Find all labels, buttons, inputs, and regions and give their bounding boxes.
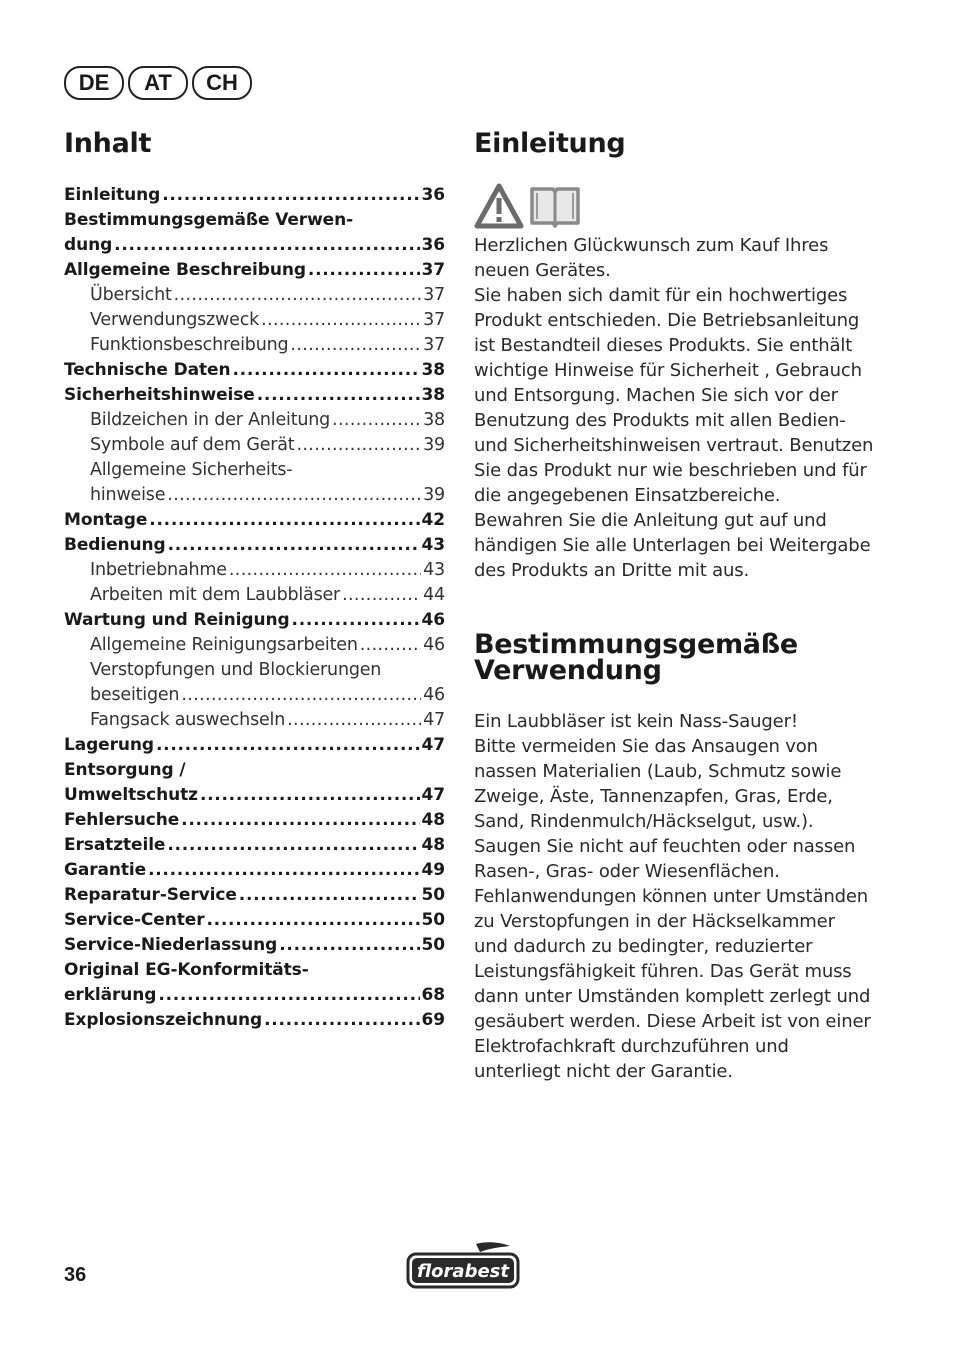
toc-leader-dots	[206, 908, 419, 933]
toc-entry-page: 50	[421, 910, 445, 930]
toc-leader-dots	[181, 683, 421, 708]
brand-logo	[406, 1240, 520, 1294]
toc-leader-dots	[342, 583, 421, 608]
manual-book-icon	[528, 183, 582, 233]
toc-entry-page: 36	[421, 185, 445, 205]
toc-entry	[64, 258, 445, 283]
toc-leader-dots	[114, 233, 419, 258]
toc-entry-text: Technische Daten	[64, 360, 231, 380]
toc-entry	[64, 233, 445, 258]
toc-leader-dots	[158, 983, 419, 1008]
toc-entry-text: hinweise	[90, 485, 166, 505]
warning-triangle-icon	[474, 183, 524, 233]
toc-leader-dots	[167, 833, 419, 858]
toc-entry-text: Explosionszeichnung	[64, 1010, 263, 1030]
toc-entry	[64, 933, 445, 958]
toc-entry-text: Garantie	[64, 860, 147, 880]
toc-entry-text: Allgemeine Beschreibung	[64, 260, 306, 280]
toc-entry	[64, 633, 445, 658]
toc-leader-dots	[290, 333, 421, 358]
language-badge-ch: CH	[192, 66, 252, 100]
toc-leader-dots	[257, 383, 420, 408]
toc-entry	[64, 708, 445, 733]
toc-entry-page: 37	[423, 285, 445, 305]
language-badge-de: DE	[64, 66, 124, 100]
toc-entry-text: Entsorgung /	[64, 760, 186, 780]
brand-logo-text: florabest	[417, 1261, 509, 1282]
toc-entry	[64, 983, 445, 1008]
toc-leader-dots	[287, 708, 421, 733]
usage-paragraph: Bitte vermeiden Sie das Ansaugen von nassen Materialien (Laub, Schmutz sowie Zweige, Äste, Tannenzapfen, Gras, Erde, Sand, Rindenmulch/Häckselgut, usw.). Saugen Sie nicht auf feuchten oder nassen Rasen-, Gras- oder Wiesenflächen. Fehlanwendungen können unter Umständen zu Verstopfungen in der Häckselkammer und dadurch zu bedingter, reduzierter Leistungsfähigkeit führen. Das Gerät muss dann unter Umständen komplett zerlegt und gesäubert werden. Diese Arbeit ist von einer Elektrofachkraft durchzuführen und unterliegt nicht der Garantie.	[474, 736, 871, 1082]
toc-leader-dots	[360, 633, 421, 658]
toc-entry-text: Fangsack auswechseln	[90, 710, 286, 730]
toc-entry-page: 47	[423, 710, 445, 730]
toc-entry-text: Fehlersuche	[64, 810, 180, 830]
toc-entry-page: 46	[421, 610, 445, 630]
toc-entry-text: Sicherheitshinweise	[64, 385, 255, 405]
toc-entry-page: 48	[421, 810, 445, 830]
toc-entry-text: Verwendungszweck	[90, 310, 260, 330]
toc-entry	[64, 1008, 445, 1033]
toc-entry-page: 49	[421, 860, 445, 880]
toc-entry-text: Inbetriebnahme	[90, 560, 227, 580]
toc-entry	[64, 358, 445, 383]
toc-entry-page: 46	[423, 635, 445, 655]
intro-paragraph: Bewahren Sie die Anleitung gut auf und händigen Sie alle Unterlagen bei Weitergabe des Produkts an Dritte mit aus.	[474, 510, 871, 581]
toc-entry	[64, 558, 445, 583]
toc-entry-text: dung	[64, 235, 113, 255]
toc-entry-page: 36	[421, 235, 445, 255]
toc-entry	[64, 808, 445, 833]
toc-entry	[64, 783, 445, 808]
toc-entry	[64, 508, 445, 533]
toc-leader-dots	[200, 783, 420, 808]
toc-leader-dots	[264, 1008, 419, 1033]
toc-leader-dots	[279, 933, 419, 958]
intro-paragraph: Herzlichen Glückwunsch zum Kauf Ihres neuen Gerätes.	[474, 235, 829, 281]
toc-entry	[64, 958, 445, 983]
toc-entry-text: Allgemeine Reinigungsarbeiten	[90, 635, 358, 655]
toc-leader-dots	[156, 733, 420, 758]
toc-leader-dots	[292, 608, 420, 633]
toc-entry-text: Service-Center	[64, 910, 205, 930]
usage-text	[474, 709, 874, 1084]
toc-entry-text: Verstopfungen und Blockierungen	[90, 660, 382, 680]
toc-entry-text: beseitigen	[90, 685, 180, 705]
toc-entry-text: Symbole auf dem Gerät	[90, 435, 295, 455]
toc-entry-text: Ersatzteile	[64, 835, 166, 855]
toc-leader-dots	[308, 258, 420, 283]
toc-entry-page: 47	[421, 785, 445, 805]
toc-leader-dots	[174, 283, 421, 308]
toc-entry	[64, 533, 445, 558]
toc-entry-page: 68	[421, 985, 445, 1005]
page-number: 36	[64, 1264, 87, 1286]
toc-entry-page: 50	[421, 935, 445, 955]
toc-entry-page: 43	[421, 535, 445, 555]
toc-leader-dots	[167, 483, 421, 508]
toc-entry-text: Montage	[64, 510, 148, 530]
toc-title: Inhalt	[64, 128, 152, 159]
toc-entry-page: 46	[423, 685, 445, 705]
toc-entry	[64, 608, 445, 633]
toc-entry-page: 43	[423, 560, 445, 580]
toc-entry-page: 47	[421, 735, 445, 755]
toc-entry-page: 48	[421, 835, 445, 855]
usage-title-line1: Bestimmungsgemäße	[474, 629, 798, 660]
toc-entry-text: Service-Niederlassung	[64, 935, 278, 955]
toc-entry-page: 38	[423, 410, 445, 430]
language-badge-at: AT	[128, 66, 188, 100]
toc-entry	[64, 408, 445, 433]
toc-entry	[64, 883, 445, 908]
toc-entry-text: Wartung und Reinigung	[64, 610, 290, 630]
toc-entry	[64, 583, 445, 608]
toc-leader-dots	[168, 533, 420, 558]
toc-leader-dots	[162, 183, 419, 208]
toc-entry	[64, 383, 445, 408]
toc-entry-text: Einleitung	[64, 185, 161, 205]
intro-icons	[474, 183, 582, 233]
toc-entry	[64, 758, 445, 783]
toc-entry-page: 37	[423, 310, 445, 330]
toc-entry-text: Umweltschutz	[64, 785, 198, 805]
intro-text	[474, 233, 874, 583]
usage-paragraph: Ein Laubbläser ist kein Nass-Sauger!	[474, 711, 798, 732]
toc-entry	[64, 308, 445, 333]
toc-entry-page: 42	[421, 510, 445, 530]
toc-entry-text: Bildzeichen in der Anleitung	[90, 410, 331, 430]
toc-entry-text: Bestimmungsgemäße Verwen-	[64, 210, 354, 230]
toc-entry	[64, 658, 445, 683]
intro-paragraph: Sie haben sich damit für ein hochwertiges Produkt entschieden. Die Betriebsanleitung ist Bestandteil dieses Produkts. Sie enthält wichtige Hinweise für Sicherheit , Gebrauch und Entsorgung. Machen Sie sich vor der Benutzung des Produkts mit allen Bedien- und Sicherheitshinweisen vertraut. Benutzen Sie das Produkt nur wie beschrieben und für die angegebenen Einsatzbereiche.	[474, 285, 874, 506]
toc-leader-dots	[239, 883, 420, 908]
usage-title-line2: Verwendung	[474, 655, 662, 686]
toc-entry-page: 37	[423, 335, 445, 355]
toc-entry	[64, 733, 445, 758]
toc-entry-text: Original EG-Konformitäts-	[64, 960, 309, 980]
toc-entry-text: Übersicht	[90, 285, 172, 305]
toc-leader-dots	[261, 308, 421, 333]
toc-entry-page: 38	[421, 360, 445, 380]
toc-entry	[64, 458, 445, 483]
toc-entry-page: 37	[421, 260, 445, 280]
table-of-contents	[64, 183, 445, 1033]
toc-entry-page: 39	[423, 435, 445, 455]
toc-leader-dots	[149, 508, 419, 533]
usage-title	[474, 629, 798, 686]
toc-entry-text: Bedienung	[64, 535, 166, 555]
toc-entry	[64, 908, 445, 933]
toc-entry	[64, 683, 445, 708]
language-badges	[64, 66, 252, 100]
toc-entry-text: Reparatur-Service	[64, 885, 237, 905]
toc-entry-page: 50	[421, 885, 445, 905]
toc-entry	[64, 833, 445, 858]
toc-entry-text: erklärung	[64, 985, 157, 1005]
toc-entry-text: Allgemeine Sicherheits-	[90, 460, 293, 480]
toc-entry-page: 39	[423, 485, 445, 505]
toc-entry	[64, 433, 445, 458]
toc-entry	[64, 333, 445, 358]
toc-entry	[64, 283, 445, 308]
toc-leader-dots	[229, 558, 421, 583]
toc-entry-text: Arbeiten mit dem Laubbläser	[90, 585, 341, 605]
toc-leader-dots	[148, 858, 419, 883]
toc-entry	[64, 483, 445, 508]
toc-leader-dots	[232, 358, 419, 383]
toc-entry-page: 69	[421, 1010, 445, 1030]
intro-title: Einleitung	[474, 128, 626, 159]
toc-leader-dots	[181, 808, 419, 833]
toc-entry-text: Funktionsbeschreibung	[90, 335, 289, 355]
toc-entry	[64, 858, 445, 883]
toc-leader-dots	[296, 433, 421, 458]
toc-entry-page: 44	[423, 585, 445, 605]
toc-entry-page: 38	[421, 385, 445, 405]
toc-entry	[64, 183, 445, 208]
toc-entry	[64, 208, 445, 233]
toc-entry-text: Lagerung	[64, 735, 154, 755]
toc-leader-dots	[332, 408, 421, 433]
